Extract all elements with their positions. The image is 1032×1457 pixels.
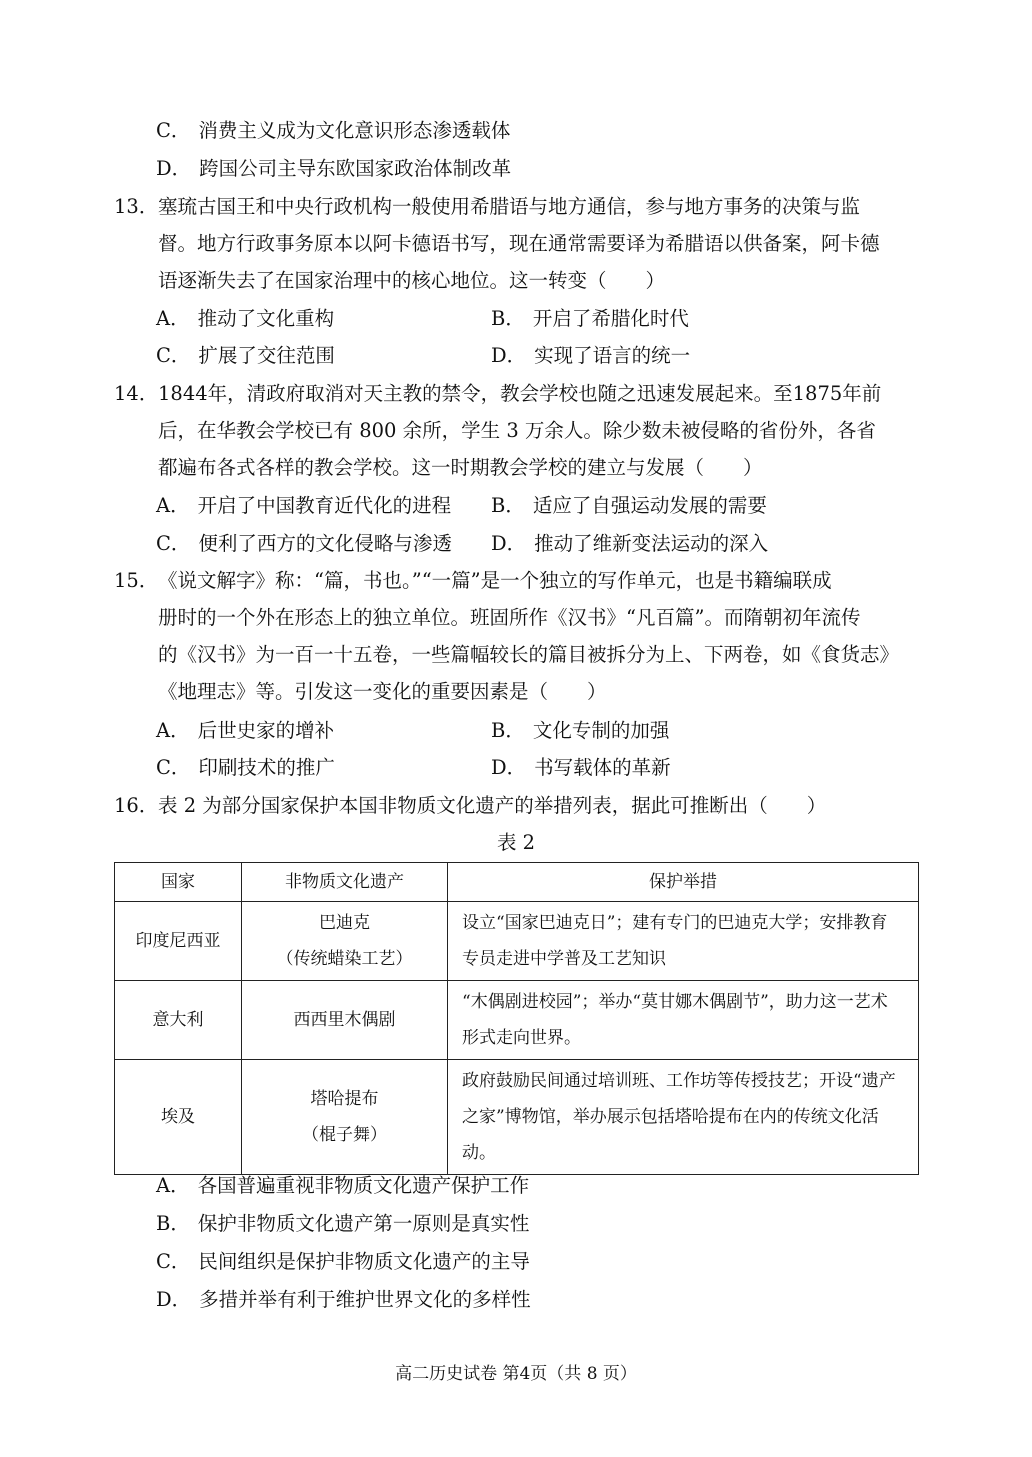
q16-option-d: D． 多措并举有利于维护世界文化的多样性 xyxy=(156,1288,531,1311)
q15-option-c: C． 印刷技术的推广 xyxy=(156,756,335,779)
q14-number: 14． xyxy=(114,382,159,405)
q16-option-b: B． 保护非物质文化遗产第一原则是真实性 xyxy=(156,1212,530,1235)
q16-stem-line: 表 2 为部分国家保护本国非物质文化遗产的举措列表，据此可推断出（ ） xyxy=(158,794,827,817)
q14-option-d: D． 推动了维新变法运动的深入 xyxy=(491,532,769,555)
q13-number: 13． xyxy=(114,195,159,218)
q16-option-a: A． 各国普遍重视非物质文化遗产保护工作 xyxy=(156,1174,530,1197)
q14-option-b: B． 适应了自强运动发展的需要 xyxy=(491,494,767,517)
q15-option-b: B． 文化专制的加强 xyxy=(491,719,670,742)
q13-stem-line: 督。地方行政事务原本以阿卡德语书写，现在通常需要译为希腊语以供备案，阿卡德 xyxy=(158,232,880,255)
q12-option-c: C． 消费主义成为文化意识形态渗透载体 xyxy=(156,119,511,142)
table-header-cell: 非物质文化遗产 xyxy=(242,863,448,902)
q15-stem-line: 《地理志》等。引发这一变化的重要因素是（ ） xyxy=(158,680,607,703)
q14-stem-line: 都遍布各式各样的教会学校。这一时期教会学校的建立与发展（ ） xyxy=(158,456,763,479)
heritage-table xyxy=(114,862,919,1175)
q14-stem-line: 1844年，清政府取消对天主教的禁令，教会学校也随之迅速发展起来。至1875年前 xyxy=(158,382,882,405)
q15-stem-line: 《说文解字》称：“篇，书也。”“一篇”是一个独立的写作单元，也是书籍编联成 xyxy=(158,569,832,592)
heritage-cell xyxy=(242,981,448,1060)
q15-number: 15． xyxy=(114,569,159,592)
table-header-cell: 国家 xyxy=(115,863,242,902)
q15-option-d: D． 书写载体的革新 xyxy=(491,756,671,779)
heritage-name: 塔哈提布 xyxy=(310,1089,379,1109)
heritage-note: （传统蜡染工艺） xyxy=(276,949,413,969)
table-row xyxy=(115,902,919,981)
q13-option-a: A． 推动了文化重构 xyxy=(156,307,335,330)
q13-stem-line: 塞琉古国王和中央行政机构一般使用希腊语与地方通信，参与地方事务的决策与监 xyxy=(158,195,861,218)
table-caption: 表 2 xyxy=(496,831,536,854)
q15-stem-line: 的《汉书》为一百一十五卷，一些篇幅较长的篇目被拆分为上、下两卷，如《食货志》 xyxy=(158,643,900,666)
q14-option-c: C． 便利了西方的文化侵略与渗透 xyxy=(156,532,452,555)
measures-cell: 政府鼓励民间通过培训班、工作坊等传授技艺；开设“遗产之家”博物馆，举办展示包括塔哈提布在内的传统文化活动。 xyxy=(448,1060,919,1175)
q14-option-a: A． 开启了中国教育近代化的进程 xyxy=(156,494,452,517)
heritage-cell xyxy=(242,1060,448,1175)
country-cell: 埃及 xyxy=(115,1060,242,1175)
country-cell: 意大利 xyxy=(115,981,242,1060)
heritage-name: 西西里木偶剧 xyxy=(293,1010,396,1030)
table-row xyxy=(115,1060,919,1175)
measures-cell: “木偶剧进校园”；举办“莫甘娜木偶剧节”，助力这一艺术形式走向世界。 xyxy=(448,981,919,1060)
measures-cell: 设立“国家巴迪克日”；建有专门的巴迪克大学；安排教育专员走进中学普及工艺知识 xyxy=(448,902,919,981)
q13-option-c: C． 扩展了交往范围 xyxy=(156,344,335,367)
q15-stem-line: 册时的一个外在形态上的独立单位。班固所作《汉书》“凡百篇”。而隋朝初年流传 xyxy=(158,606,861,629)
q13-option-d: D． 实现了语言的统一 xyxy=(491,344,691,367)
q13-option-b: B． 开启了希腊化时代 xyxy=(491,307,689,330)
page-footer: 高二历史试卷 第4页（共 8 页） xyxy=(395,1364,637,1384)
heritage-name: 巴迪克 xyxy=(319,913,370,933)
q12-option-d: D． 跨国公司主导东欧国家政治体制改革 xyxy=(156,157,512,180)
table-row xyxy=(115,981,919,1060)
heritage-note: （棍子舞） xyxy=(302,1125,387,1145)
table-header-row xyxy=(115,863,919,902)
q14-stem-line: 后，在华教会学校已有 800 余所，学生 3 万余人。除少数未被侵略的省份外，各省 xyxy=(158,419,876,442)
q15-option-a: A． 后世史家的增补 xyxy=(156,719,335,742)
country-cell: 印度尼西亚 xyxy=(115,902,242,981)
q16-number: 16． xyxy=(114,794,159,817)
q13-stem-line: 语逐渐失去了在国家治理中的核心地位。这一转变（ ） xyxy=(158,269,666,292)
table-header-cell: 保护举措 xyxy=(448,863,919,902)
q16-option-c: C． 民间组织是保护非物质文化遗产的主导 xyxy=(156,1250,530,1273)
heritage-cell xyxy=(242,902,448,981)
